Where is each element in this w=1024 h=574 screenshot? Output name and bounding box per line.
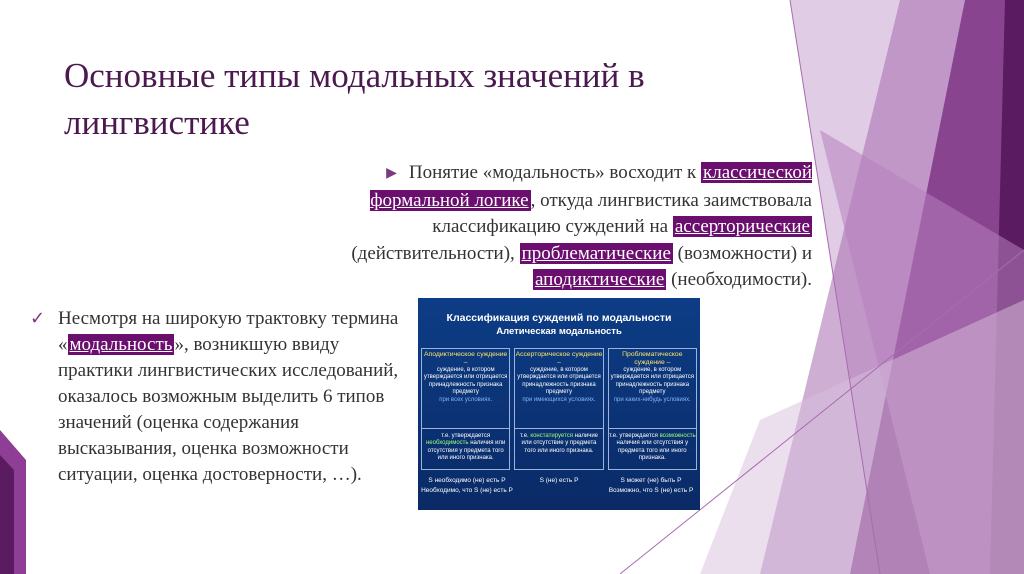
footer-line-2: Необходимо, что S (не) есть P	[421, 487, 513, 494]
link-problematic[interactable]: проблематические	[521, 242, 671, 264]
link-formal-logic[interactable]: классической формальной логике	[370, 162, 812, 211]
column-cond: при всех условиях.	[439, 396, 493, 403]
footer-apodictic	[421, 476, 513, 496]
column-desc: суждение, в котором утверждается или отрицается принадлежность признака предмету	[610, 367, 695, 396]
column-cond: при каких-нибудь условиях.	[613, 396, 691, 403]
figure-footer	[421, 476, 697, 496]
footer-line-1: S (не) есть P	[539, 477, 579, 484]
column-note-acc: необходимость	[425, 440, 469, 447]
note-paragraph	[30, 306, 400, 488]
column-name: Аподиктическое суждение –	[424, 351, 508, 366]
column-note-a: т.е. утверждается	[609, 433, 658, 439]
intro-text-1: Понятие «модальность» восходит к	[408, 162, 701, 183]
column-desc: суждение, в котором утверждается или отрицается принадлежность признака предмету	[423, 367, 508, 396]
footer-line-1: S может (не) быть P	[620, 477, 682, 484]
footer-line-2: Возможно, что S (не) есть P	[608, 487, 694, 494]
column-note-b: наличие или отсутствие у предмета того или иного признака.	[521, 433, 599, 454]
column-name: Проблематическое суждение –	[622, 351, 683, 366]
intro-text-3: (действительности),	[351, 242, 520, 264]
checkmark-bullet-icon: ✓	[30, 308, 46, 329]
column-note-acc: констатируется	[530, 433, 574, 439]
column-note-a: т.е.	[519, 433, 529, 439]
triangle-bullet-icon: ▶	[386, 166, 397, 181]
figure-subtitle: Алетическая модальность	[496, 326, 622, 337]
slide-title: Основные типы модальных значений в лингвистике	[64, 56, 645, 142]
intro-paragraph	[290, 160, 812, 294]
link-assertoric[interactable]: ассерторические	[674, 216, 810, 237]
note-text-1: Несмотря на широкую трактовку термина «	[58, 308, 399, 355]
figure-columns	[421, 348, 697, 470]
column-note-b: наличия или отсутствия у предмета того или иного признака.	[616, 440, 689, 462]
column-desc: суждение, в котором утверждается или отрицается принадлежность признака предмету	[517, 367, 601, 396]
figure-title: Классификация суждений по модальности	[446, 312, 672, 324]
figure-column-problematic	[608, 348, 697, 470]
footer-problematic	[605, 476, 697, 496]
intro-text-2: , откуда лингвистика заимствовала классификацию суждений на	[432, 189, 812, 237]
link-modality[interactable]: модальность	[69, 334, 173, 355]
intro-text-5: (необходимости).	[666, 269, 812, 290]
footer-assertoric	[513, 476, 605, 496]
figure-column-apodictic	[421, 348, 510, 470]
column-note-acc: возможность	[659, 433, 696, 439]
column-note-a: т.е. утверждается	[441, 433, 491, 439]
column-note-b: наличия или отсутствия у предмета того или иного признака.	[427, 440, 506, 462]
figure-column-assertoric	[514, 348, 603, 470]
column-cond: при имеющихся условиях.	[522, 396, 596, 403]
link-apodictic[interactable]: аподиктические	[535, 269, 665, 290]
classification-figure	[418, 298, 700, 510]
footer-line-1: S необходимо (не) есть P	[428, 477, 506, 484]
note-text-2: », возникшую ввиду практики лингвистических исследований, оказалось возможным выделить 6 типов значений (оценка содержания высказывания, оценка возможности ситуации, оценка достоверности, …).	[58, 334, 399, 485]
intro-text-4: (возможности) и	[672, 242, 812, 264]
column-name: Ассерторическое суждение –	[515, 351, 603, 366]
